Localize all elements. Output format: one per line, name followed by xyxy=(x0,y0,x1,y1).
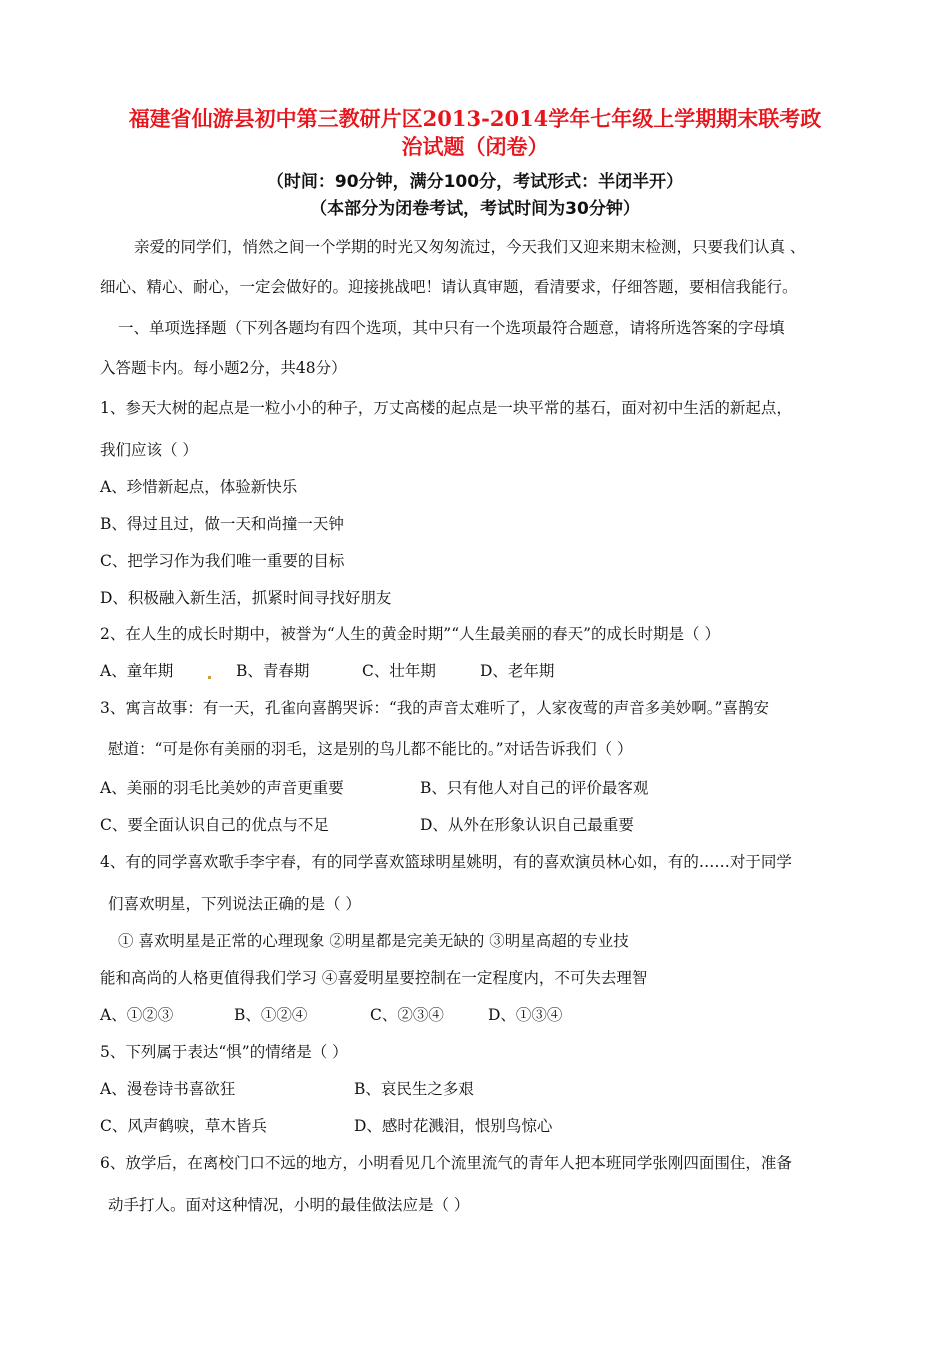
q5-option-a: A、漫卷诗书喜欲狂 xyxy=(100,1080,236,1098)
title-line-1: 福建省仙游县初中第三教研片区2013-2014学年七年级上学期期末联考政 xyxy=(128,106,822,131)
q4-stem-line-1: 4、有的同学喜欢歌手李宇春，有的同学喜欢篮球明星姚明，有的喜欢演员林心如，有的……对于同学 xyxy=(100,853,792,871)
q3-option-d: D、从外在形象认识自己最重要 xyxy=(420,816,634,834)
q4-stem-line-2: 们喜欢明星，下列说法正确的是（ ） xyxy=(108,895,361,913)
q1-option-b: B、得过且过，做一天和尚撞一天钟 xyxy=(100,515,344,533)
q1-stem-line-1: 1、参天大树的起点是一粒小小的种子，万丈高楼的起点是一块平常的基石，面对初中生活的新起点， xyxy=(100,399,792,417)
q3-stem-line-2: 慰道：“可是你有美丽的羽毛，这是别的鸟儿都不能比的。”对话告诉我们（ ） xyxy=(108,740,633,758)
q5-option-c: C、风声鹤唳，草木皆兵 xyxy=(100,1117,267,1135)
q1-stem-line-2: 我们应该（ ） xyxy=(100,441,198,459)
q3-option-b: B、只有他人对自己的评价最客观 xyxy=(420,779,649,797)
intro-line-1: 亲爱的同学们，悄然之间一个学期的时光又匆匆流过，今天我们又迎来期末检测，只要我们认真 、 xyxy=(134,238,806,256)
q2-option-c: C、壮年期 xyxy=(362,662,436,680)
q3-option-c: C、要全面认识自己的优点与不足 xyxy=(100,816,329,834)
q4-option-a: A、①②③ xyxy=(100,1006,174,1024)
q6-stem-line-2: 动手打人。面对这种情况，小明的最佳做法应是（ ） xyxy=(108,1196,470,1214)
q1-option-a: A、珍惜新起点，体验新快乐 xyxy=(100,478,298,496)
q2-option-b: B、青春期 xyxy=(236,662,310,680)
q4-option-c: C、②③④ xyxy=(370,1006,444,1024)
exam-info: （时间：90分钟，满分100分，考试形式：半闭半开） xyxy=(266,172,684,192)
q4-option-d: D、①③④ xyxy=(488,1006,563,1024)
stray-dot xyxy=(208,676,211,679)
q2-option-d: D、老年期 xyxy=(480,662,555,680)
q5-option-d: D、感时花溅泪，恨别鸟惊心 xyxy=(354,1117,553,1135)
q6-stem-line-1: 6、放学后，在离校门口不远的地方，小明看见几个流里流气的青年人把本班同学张刚四面围住，准备 xyxy=(100,1154,792,1172)
q3-stem-line-1: 3、寓言故事：有一天，孔雀向喜鹊哭诉：“我的声音太难听了，人家夜莺的声音多美妙啊。”喜鹊安 xyxy=(100,699,769,717)
q1-option-c: C、把学习作为我们唯一重要的目标 xyxy=(100,552,345,570)
q2-stem: 2、在人生的成长时期中，被誉为“人生的黄金时期”“人生最美丽的春天”的成长时期是（ ） xyxy=(100,625,720,643)
closed-book-info: （本部分为闭卷考试，考试时间为30分钟） xyxy=(310,199,640,219)
q2-option-a: A、童年期 xyxy=(100,662,174,680)
q4-statements-line-1: ① 喜欢明星是正常的心理现象 ②明星都是完美无缺的 ③明星高超的专业技 xyxy=(118,932,629,950)
section-heading-line-1: 一、单项选择题（下列各题均有四个选项，其中只有一个选项最符合题意，请将所选答案的字母填 xyxy=(118,319,785,337)
q1-option-d: D、积极融入新生活，抓紧时间寻找好朋友 xyxy=(100,589,392,607)
q5-option-b: B、哀民生之多艰 xyxy=(354,1080,474,1098)
q3-option-a: A、美丽的羽毛比美妙的声音更重要 xyxy=(100,779,344,797)
q5-stem: 5、下列属于表达“惧”的情绪是（ ） xyxy=(100,1043,348,1061)
q4-option-b: B、①②④ xyxy=(234,1006,308,1024)
section-heading-line-2: 入答题卡内。每小题2分，共48分） xyxy=(100,359,347,377)
intro-line-2: 细心、精心、耐心，一定会做好的。迎接挑战吧！请认真审题，看清要求，仔细答题，要相信我能行。 xyxy=(100,278,798,296)
q4-statements-line-2: 能和高尚的人格更值得我们学习 ④喜爱明星要控制在一定程度内，不可失去理智 xyxy=(100,969,648,987)
title-line-2: 治试题（闭卷） xyxy=(401,134,549,159)
